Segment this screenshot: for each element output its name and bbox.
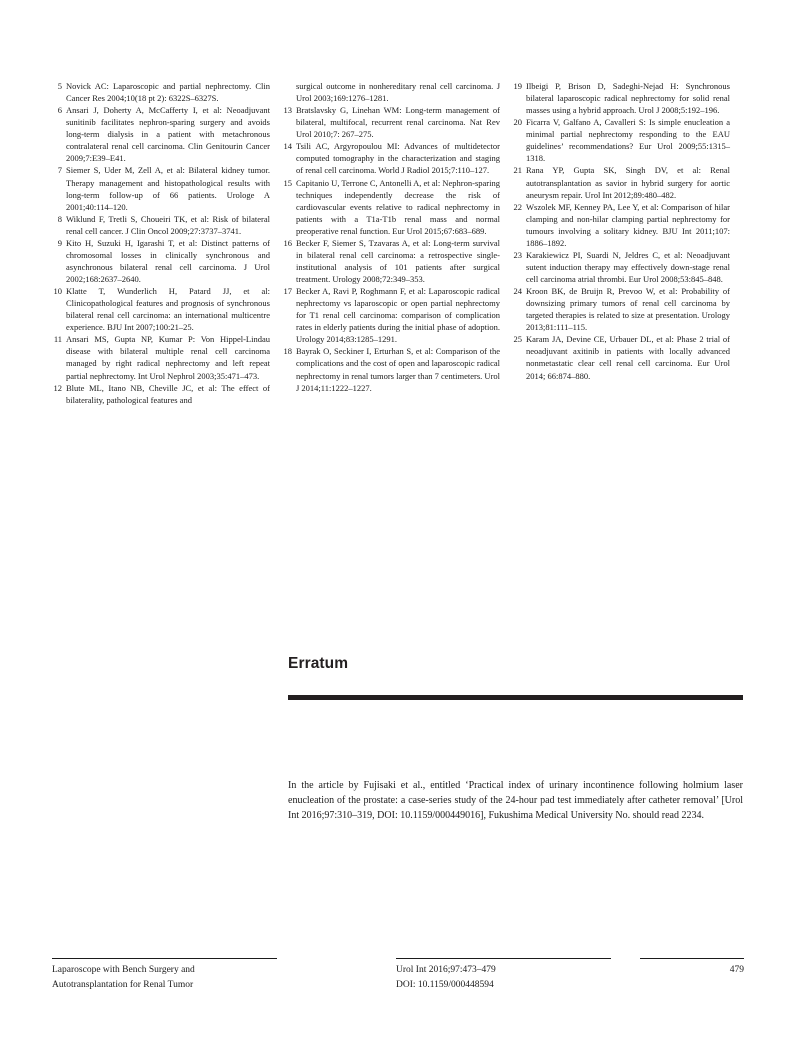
reference-text: Blute ML, Itano NB, Cheville JC, et al: The effect of bilaterality, pathological features and bbox=[66, 382, 270, 405]
footer-citation bbox=[396, 958, 611, 992]
erratum-section bbox=[288, 655, 743, 834]
reference-item bbox=[52, 213, 270, 237]
reference-text: Ilbeigi P, Brison D, Sadeghi-Nejad H: Synchronous bilateral laparoscopic radical nephrectomy for solid renal masses using a hybrid approach. Urol J 2008;5:192–196. bbox=[526, 81, 730, 116]
running-title-line-1: Laparoscope with Bench Surgery and bbox=[52, 965, 195, 976]
reference-number: 7 bbox=[57, 165, 62, 176]
reference-text: Becker A, Ravi P, Roghmann F, et al: Laparoscopic radical nephrectomy vs laparoscopic or open partial nephrectomy for T1 renal cell carcinoma: comparison of complication rates in elderly patients during the initial phase of adoption. Urology 2014;83:1285–1291. bbox=[296, 286, 500, 345]
footer-page-number bbox=[640, 958, 744, 978]
reference-number: 14 bbox=[283, 141, 292, 152]
reference-number: 16 bbox=[283, 237, 292, 248]
reference-item bbox=[52, 382, 270, 406]
reference-item bbox=[282, 80, 500, 104]
reference-text: Capitanio U, Terrone C, Antonelli A, et al: Nephron-sparing techniques independently decrease the risk of cardiovascular events relative to radical nephrectomy in patients with a T1a-T1b renal mass and normal preoperative renal function. Eur Urol 2015;67:683–689. bbox=[296, 177, 500, 236]
reference-item bbox=[52, 237, 270, 285]
reference-text: Tsili AC, Argyropoulou MI: Advances of multidetector computed tomography in the characterization and staging of renal cell carcinoma. World J Radiol 2015;7:110–127. bbox=[296, 141, 500, 176]
erratum-divider bbox=[288, 695, 743, 700]
journal-citation: Urol Int 2016;97:473–479 bbox=[396, 965, 496, 976]
reference-number: 22 bbox=[513, 201, 522, 212]
reference-text: Klatte T, Wunderlich H, Patard JJ, et al: Clinicopathological features and prognosis of synchronous bilateral renal cell carcinoma: an international multicentre experience. BJU Int 2007;100:21–25. bbox=[66, 286, 270, 333]
references-column-2 bbox=[282, 80, 512, 406]
reference-text: Kito H, Suzuki H, Igarashi T, et al: Distinct patterns of chromosomal losses in clinically synchronous and asynchronous bilateral renal cell carcinoma. J Urol 2002;168:2637–2640. bbox=[66, 237, 270, 284]
page-number: 479 bbox=[729, 965, 744, 976]
references-column-3 bbox=[512, 80, 742, 406]
reference-item bbox=[282, 104, 500, 140]
reference-number: 11 bbox=[53, 334, 62, 345]
reference-item bbox=[52, 80, 270, 104]
reference-text: Ansari MS, Gupta NP, Kumar P: Von Hippel-Lindau disease with bilateral multiple renal cell carcinoma managed by right radical nephrectomy and left repeat partial nephrectomy. Int Urol Nephrol 2003;35:471–473. bbox=[66, 334, 270, 381]
reference-item bbox=[52, 333, 270, 381]
reference-number: 12 bbox=[53, 382, 62, 393]
reference-text: Ansari J, Doherty A, McCafferty I, et al: Neoadjuvant sunitinib facilitates nephron-sparing surgery and avoids long-term dialysis in a patient with metachronous contralateral renal cell carcinoma. Clin Genitourin Cancer 2009;7:E39–E41. bbox=[66, 105, 270, 164]
reference-item bbox=[512, 201, 730, 249]
reference-item bbox=[52, 164, 270, 212]
reference-text: Wiklund F, Tretli S, Choueiri TK, et al: Risk of bilateral renal cell cancer. J Clin Oncol 2009;27:3737–3741. bbox=[66, 213, 270, 236]
reference-number: 10 bbox=[53, 286, 62, 297]
doi-text: DOI: 10.1159/000448594 bbox=[396, 979, 494, 990]
reference-item bbox=[282, 345, 500, 393]
reference-item bbox=[512, 333, 730, 381]
reference-item bbox=[282, 177, 500, 237]
reference-text: Bayrak O, Seckiner I, Erturhan S, et al: Comparison of the complications and the cost of open and laparoscopic radical nephrectomy in renal tumors larger than 7 centimeters. Urol J 2014;11:1222–1227. bbox=[296, 346, 501, 393]
reference-number: 13 bbox=[283, 105, 292, 116]
reference-item bbox=[512, 164, 730, 200]
reference-number: 18 bbox=[283, 346, 292, 357]
reference-number: 6 bbox=[57, 105, 62, 116]
running-title-line-2: Autotransplantation for Renal Tumor bbox=[52, 979, 194, 990]
reference-number: 21 bbox=[513, 165, 522, 176]
reference-number: 5 bbox=[57, 81, 62, 91]
reference-number: 20 bbox=[513, 117, 522, 128]
erratum-body-text: In the article by Fujisaki et al., entitled ‘Practical index of urinary incontinence following holmium laser enucleation of the prostate: a case-series study of the 24-hour pad test immediately after catheter removal’ [Urol Int 2016;97:310–319, DOI: 10.1159/000449016], Fukushima Medical University No. should read 2234. bbox=[288, 780, 743, 822]
reference-text: Karakiewicz PI, Suardi N, Jeldres C, et al: Neoadjuvant sutent induction therapy may effectively down-stage renal cell carcinoma atrial thrombi. Eur Urol 2008;53:845–848. bbox=[526, 249, 730, 284]
reference-number: 23 bbox=[513, 249, 522, 260]
reference-item bbox=[282, 140, 500, 176]
reference-item bbox=[282, 285, 500, 345]
reference-text: Becker F, Siemer S, Tzavaras A, et al: Long-term survival in bilateral renal cell carcinoma: a retrospective single-institutional analysis of 101 patients after surgical treatment. Urology 2008;72:349–353. bbox=[296, 237, 500, 284]
reference-text: surgical outcome in nonhereditary renal cell carcinoma. J Urol 2003;169:1276–1281. bbox=[296, 81, 500, 104]
reference-number: 25 bbox=[513, 334, 522, 345]
reference-number bbox=[282, 80, 296, 104]
erratum-heading: Erratum bbox=[288, 655, 349, 672]
reference-text: Kroon BK, de Bruijn R, Prevoo W, et al: Probability of downsizing primary tumors of renal cell carcinoma by targeted therapies is related to size at presentation. Urology 2013;81:111–115. bbox=[526, 286, 730, 333]
reference-text: Rana YP, Gupta SK, Singh DV, et al: Renal autotransplantation as savior in hybrid surgery for aortic aneurysm repair. Urol Int 2012;89:480–482. bbox=[526, 165, 730, 200]
reference-number: 8 bbox=[57, 213, 62, 224]
reference-number: 15 bbox=[283, 177, 292, 188]
reference-number: 24 bbox=[513, 286, 522, 297]
reference-text: Karam JA, Devine CE, Urbauer DL, et al: Phase 2 trial of neoadjuvant axitinib in patients with locally advanced nonmetastatic clear cell renal cell carcinoma. Eur Urol 2014; 66:874–880. bbox=[526, 334, 730, 381]
reference-item bbox=[52, 104, 270, 164]
reference-item bbox=[52, 285, 270, 333]
reference-text: Siemer S, Uder M, Zell A, et al: Bilateral kidney tumor. Therapy management and histopathological results with long-term follow-up of 66 patients. Urologe A 2001;40:114–120. bbox=[66, 165, 270, 212]
footer-running-title bbox=[52, 958, 277, 992]
reference-item bbox=[512, 285, 730, 333]
reference-text: Novick AC: Laparoscopic and partial nephrectomy. Clin Cancer Res 2004;10(18 pt 2): 6322S–6327S. bbox=[66, 81, 270, 104]
reference-text: Wszolek MF, Kenney PA, Lee Y, et al: Comparison of hilar clamping and non-hilar clamping partial nephrectomy for tumours involving a solitary kidney. BJU Int 2011;107: 1886–1892. bbox=[526, 201, 730, 248]
references-list bbox=[52, 80, 744, 406]
reference-text: Bratslavsky G, Linehan WM: Long-term management of bilateral, multifocal, recurrent renal carcinoma. Nat Rev Urol 2010;7: 267–275. bbox=[296, 105, 500, 140]
reference-number: 17 bbox=[283, 286, 292, 297]
reference-text: Ficarra V, Galfano A, Cavalleri S: Is simple enucleation a minimal partial nephrectomy responding to the EAU guidelines’ recommendations? Eur Urol 2009;55:1315–1318. bbox=[526, 117, 730, 164]
reference-number: 9 bbox=[57, 237, 62, 248]
reference-item bbox=[512, 80, 730, 116]
reference-item bbox=[282, 237, 500, 285]
references-column-1 bbox=[52, 80, 282, 406]
reference-item bbox=[512, 116, 730, 164]
reference-item bbox=[512, 249, 730, 285]
page-footer bbox=[0, 958, 794, 1028]
reference-number: 19 bbox=[513, 81, 522, 91]
